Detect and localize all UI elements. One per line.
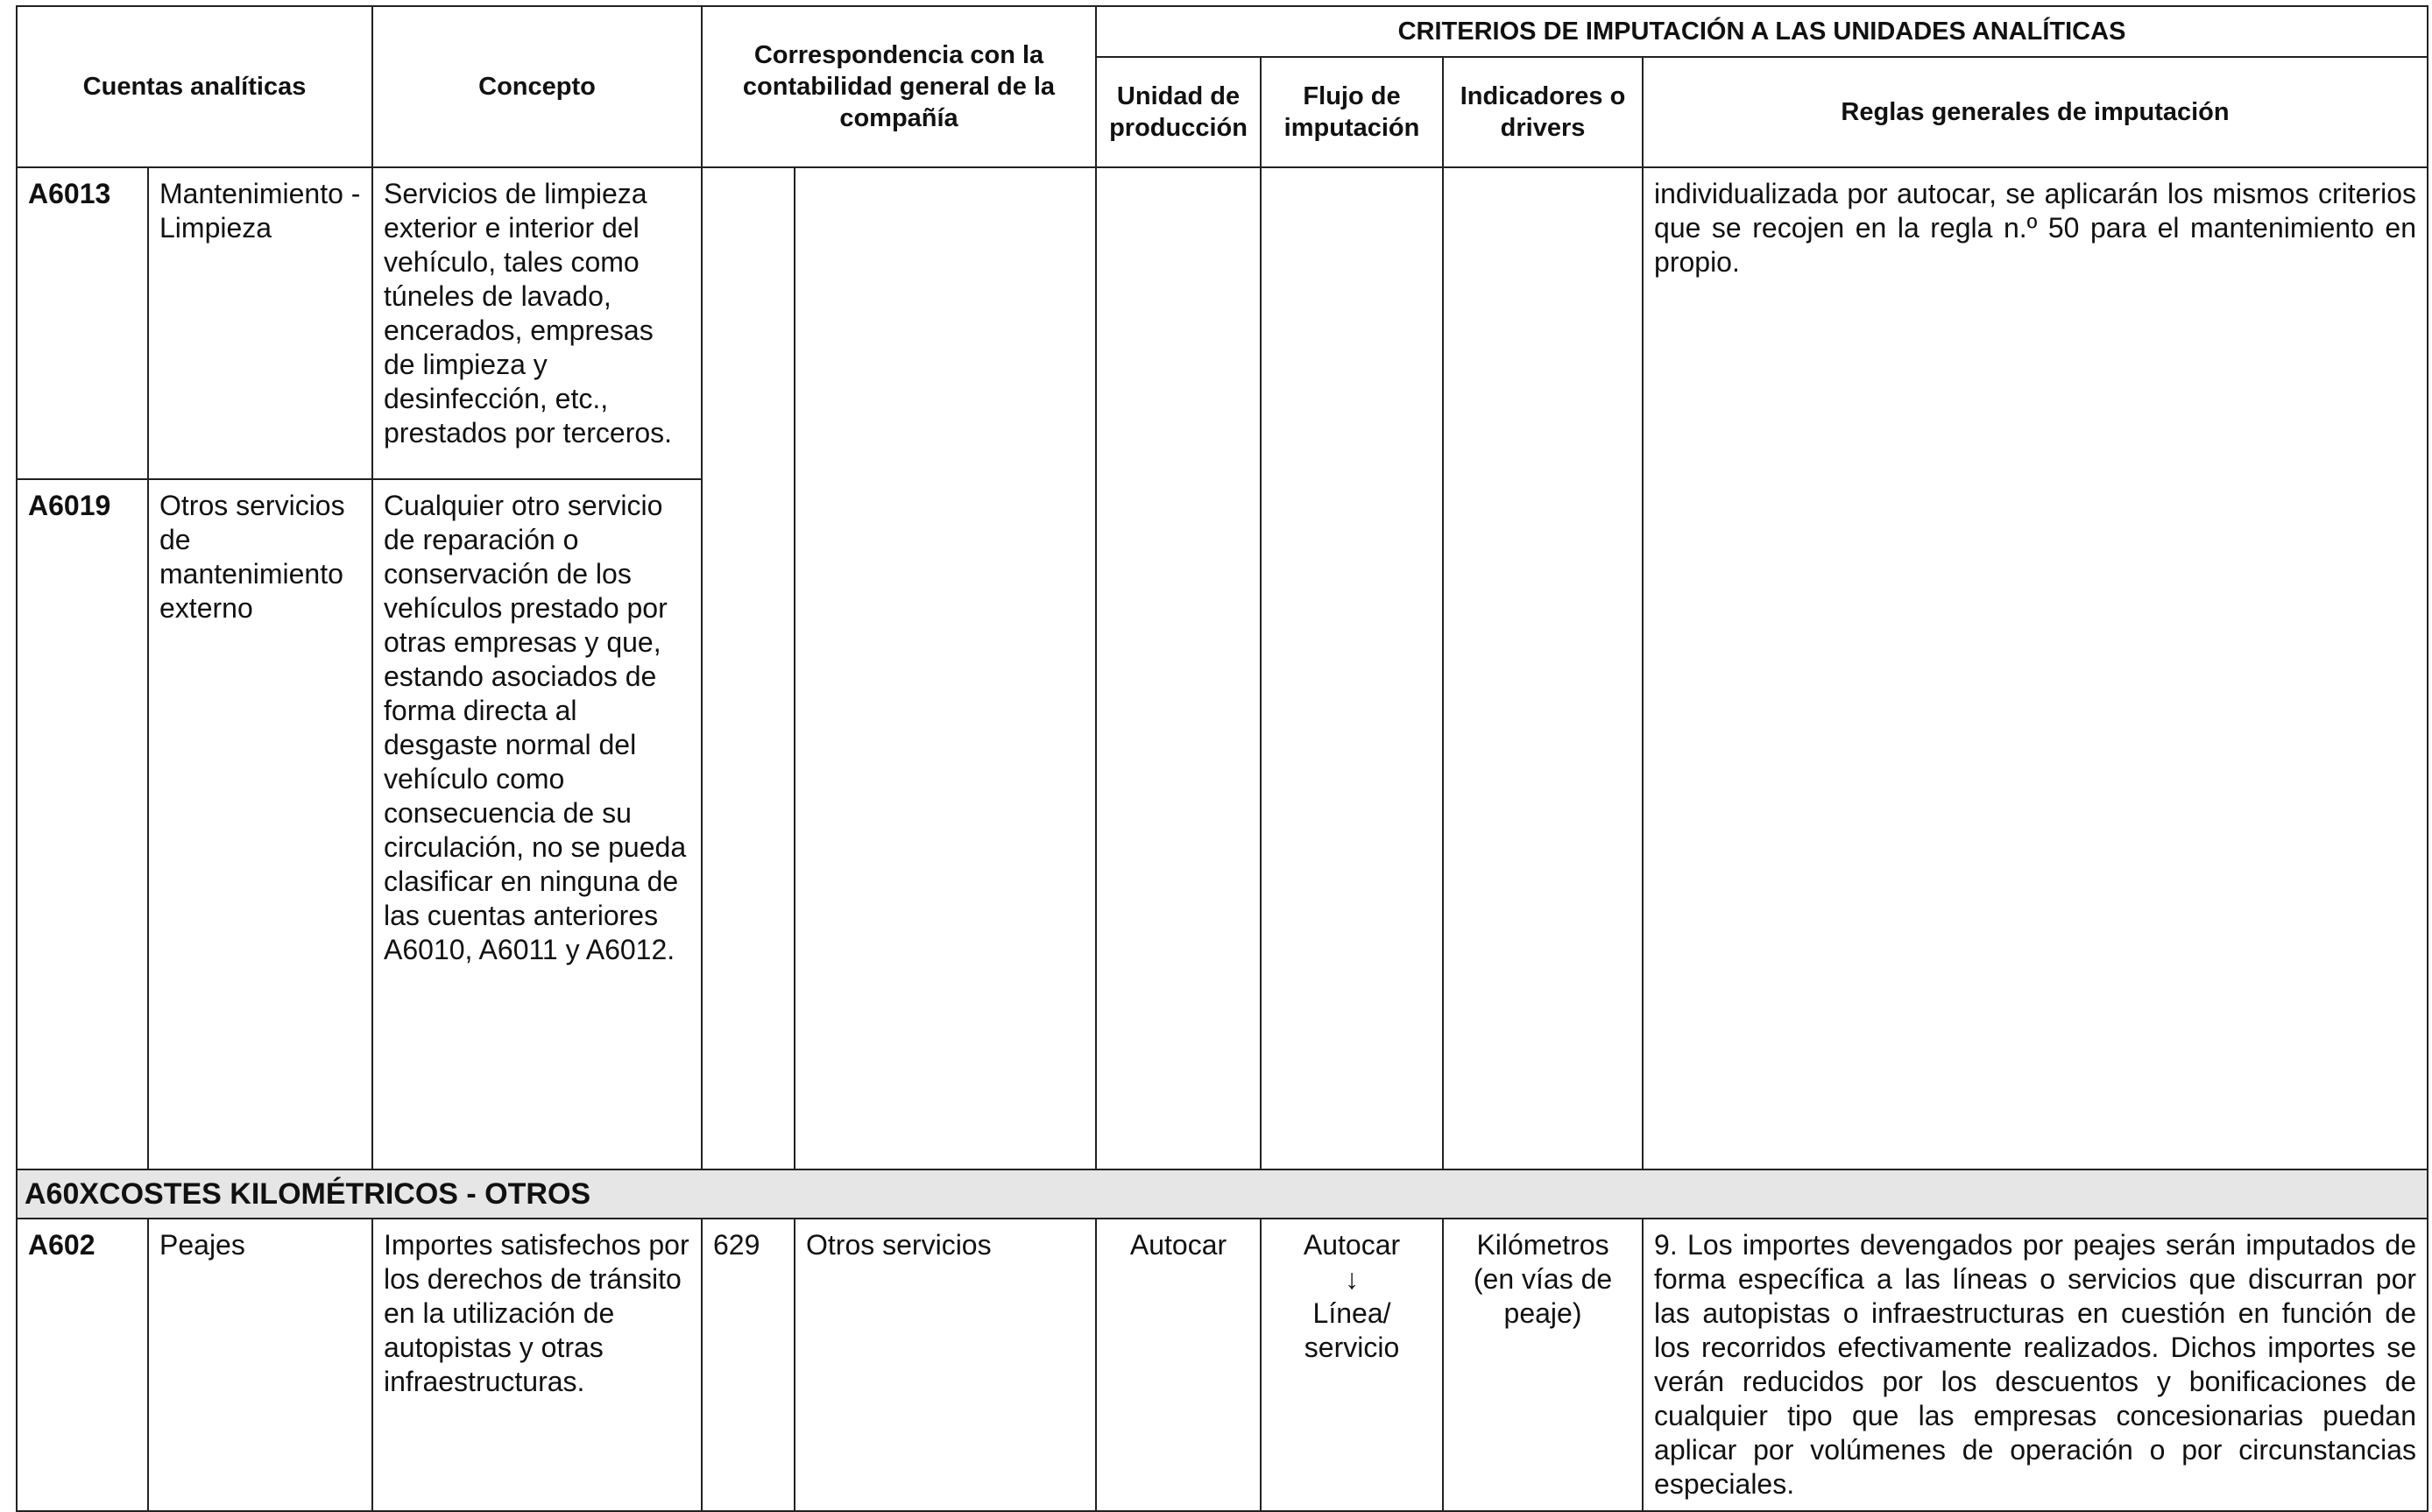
- table-row: [17, 167, 2428, 479]
- header-correspondencia: Correspondencia con la contabilidad general de la compañía: [702, 6, 1096, 167]
- unidad-cell: [1096, 167, 1261, 1169]
- header-flujo-imputacion: Flujo de imputación: [1261, 57, 1443, 167]
- header-cuentas-analiticas: Cuentas analíticas: [17, 6, 372, 167]
- account-concept: Servicios de limpieza exterior e interior del vehículo, tales como túneles de lavado, encerados, empresas de limpieza y desinfección, etc., prestados por terceros.: [372, 167, 702, 479]
- table-row: [17, 1219, 2428, 1511]
- cg-code: 629: [702, 1219, 795, 1511]
- cg-name-cell: [795, 167, 1096, 1169]
- flujo-cell: [1261, 167, 1443, 1169]
- account-name: Otros servicios de mantenimiento externo: [148, 479, 372, 1169]
- indicador-driver: Kilómetros (en vías de peaje): [1443, 1219, 1643, 1511]
- flujo-from: Autocar: [1303, 1229, 1401, 1261]
- header-concepto: Concepto: [372, 6, 702, 167]
- account-name: Mantenimiento - Limpieza: [148, 167, 372, 479]
- account-concept: Importes satisfechos por los derechos de tránsito en la utilización de autopistas y otras infraestructuras.: [372, 1219, 702, 1511]
- imputation-criteria-table: [16, 5, 2428, 1512]
- flujo-to: Línea/ servicio: [1304, 1297, 1400, 1363]
- rule-text: 9. Los importes devengados por peajes serán imputados de forma específica a las líneas o servicios que discurran por las autopistas o infraestructuras en cuestión en función de los recorridos efectivamente realizados. Dichos importes se verán reducidos por los descuentos y bonificaciones de cualquier tipo que las empresas concesionarias puedan aplicar por volúmenes de operación o por circunstancias especiales.: [1643, 1219, 2428, 1511]
- header-unidad-produccion: Unidad de producción: [1096, 57, 1261, 167]
- account-code: A602: [17, 1219, 148, 1511]
- flujo-imputacion: [1261, 1219, 1443, 1511]
- account-name: Peajes: [148, 1219, 372, 1511]
- header-indicadores: Indicadores o drivers: [1443, 57, 1643, 167]
- account-concept: Cualquier otro servicio de reparación o conservación de los vehículos prestado por otras empresas y que, estando asociados de forma directa al desgaste normal del vehículo como consecuencia de su circulación, no se pueda clasificar en ninguna de las cuentas anteriores A6010, A6011 y A6012.: [372, 479, 702, 1169]
- header-criterios: CRITERIOS DE IMPUTACIÓN A LAS UNIDADES ANALÍTICAS: [1096, 6, 2428, 57]
- rule-text: individualizada por autocar, se aplicarán los mismos criterios que se recojen en la regla n.º 50 para el mantenimiento en propio.: [1643, 167, 2428, 1169]
- unidad-produccion: Autocar: [1096, 1219, 1261, 1511]
- down-arrow-icon: ↓: [1345, 1263, 1360, 1295]
- section-heading: A60XCOSTES KILOMÉTRICOS - OTROS: [17, 1169, 2428, 1219]
- account-code: A6013: [17, 167, 148, 479]
- account-code: A6019: [17, 479, 148, 1169]
- cg-name: Otros servicios: [795, 1219, 1096, 1511]
- indicador-cell: [1443, 167, 1643, 1169]
- header-reglas: Reglas generales de imputación: [1643, 57, 2428, 167]
- cg-code-cell: [702, 167, 795, 1169]
